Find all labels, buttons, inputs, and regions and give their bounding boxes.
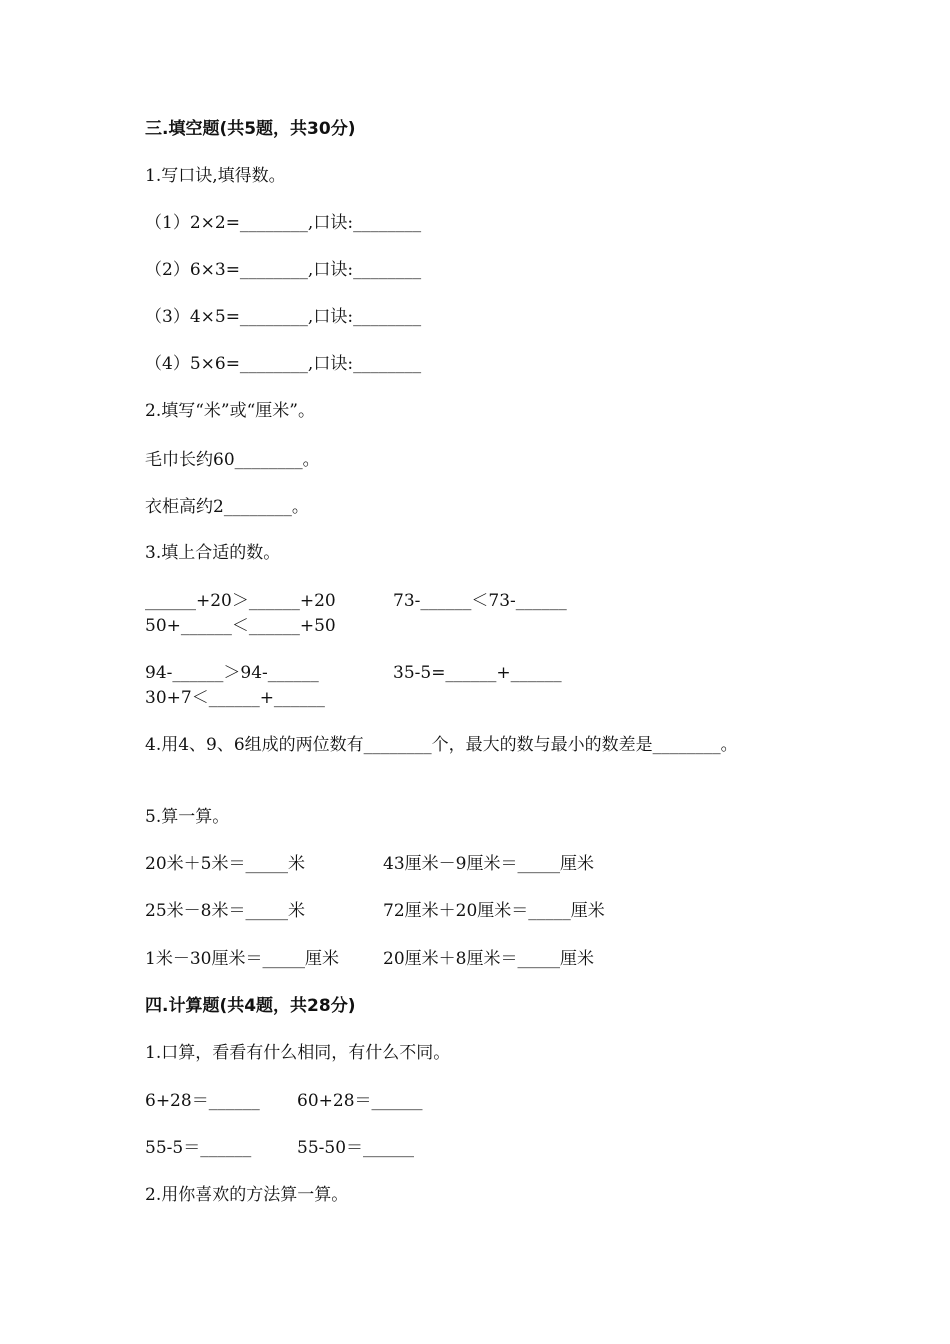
s4-q1-expression: 6+28＝______ — [145, 1091, 260, 1111]
q1-item: （2）6×3=________,口诀:________ — [145, 260, 422, 280]
q3-expression: 94-______＞94-______ — [145, 663, 319, 683]
q5-prompt: 5.算一算。 — [145, 807, 230, 827]
q3-prompt: 3.填上合适的数。 — [145, 543, 281, 563]
q1-item: （4）5×6=________,口诀:________ — [145, 354, 422, 374]
s4-q1-expression: 55-50＝______ — [297, 1138, 415, 1158]
q1-item: （1）2×2=________,口诀:________ — [145, 213, 422, 233]
q3-expression: 73-______＜73-______ — [393, 591, 567, 611]
s4-q1-expression: 60+28＝______ — [297, 1091, 423, 1111]
q2-item: 毛巾长约60________。 — [145, 450, 320, 470]
s4-q2-prompt: 2.用你喜欢的方法算一算。 — [145, 1185, 349, 1205]
q2-item: 衣柜高约2________。 — [145, 497, 309, 517]
q5-expression: 43厘米－9厘米＝_____厘米 — [383, 854, 594, 874]
q2-prompt: 2.填写“米”或“厘米”。 — [145, 401, 315, 421]
q3-expression: ______+20＞______+20 — [145, 591, 336, 611]
q5-expression: 72厘米＋20厘米＝_____厘米 — [383, 901, 605, 921]
q3-expression: 30+7＜______+______ — [145, 688, 325, 708]
q1-prompt: 1.写口诀,填得数。 — [145, 166, 286, 186]
q5-expression: 20米＋5米＝_____米 — [145, 854, 305, 874]
section3-title: 三.填空题(共5题，共30分) — [145, 119, 356, 139]
s4-q1-expression: 55-5＝______ — [145, 1138, 252, 1158]
q4-prompt: 4.用4、9、6组成的两位数有________个，最大的数与最小的数差是________。 — [145, 735, 738, 755]
section4-title: 四.计算题(共4题，共28分) — [145, 996, 356, 1016]
q3-expression: 50+______＜______+50 — [145, 616, 336, 636]
q5-expression: 25米－8米＝_____米 — [145, 901, 305, 921]
s4-q1-prompt: 1.口算，看看有什么相同，有什么不同。 — [145, 1043, 451, 1063]
q5-expression: 1米－30厘米＝_____厘米 — [145, 949, 339, 969]
q5-expression: 20厘米＋8厘米＝_____厘米 — [383, 949, 594, 969]
q3-expression: 35-5=______+______ — [393, 663, 562, 683]
q1-item: （3）4×5=________,口诀:________ — [145, 307, 422, 327]
